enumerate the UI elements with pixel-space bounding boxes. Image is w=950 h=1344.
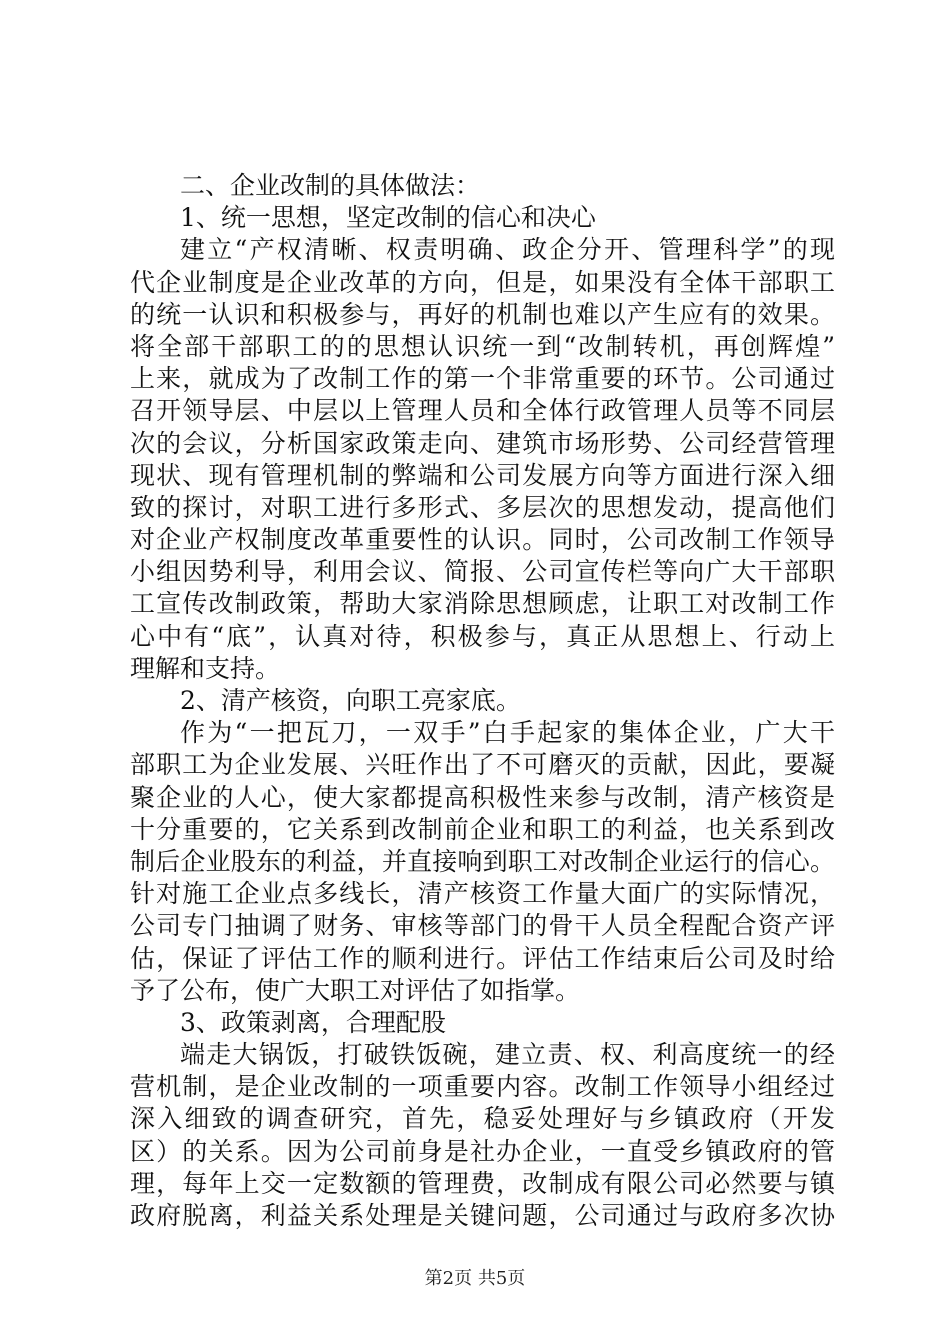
text-line: 的统一认识和积极参与，再好的机制也难以产生应有的效果。 — [130, 299, 835, 329]
page-number-label: 第2页 共5页 — [424, 1268, 526, 1289]
text-line: 对企业产权制度改革重要性的认识。同时，公司改制工作领导 — [130, 525, 835, 555]
text-line: 区）的关系。因为公司前身是社办企业，一直受乡镇政府的管 — [130, 1136, 835, 1166]
text-line: 工宣传改制政策，帮助大家消除思想顾虑，让职工对改制工作 — [130, 589, 835, 619]
text-line: 现状、现有管理机制的弊端和公司发展方向等方面进行深入细 — [130, 460, 835, 490]
text-line: 深入细致的调查研究，首先，稳妥处理好与乡镇政府（开发 — [130, 1104, 835, 1134]
text-line: 代企业制度是企业改革的方向，但是，如果没有全体干部职工 — [130, 267, 835, 297]
text-line: 召开领导层、中层以上管理人员和全体行政管理人员等不同层 — [130, 396, 835, 426]
text-line: 十分重要的，它关系到改制前企业和职工的利益，也关系到改 — [130, 814, 835, 844]
text-line: 3、政策剥离，合理配股 — [180, 1007, 446, 1037]
text-line: 小组因势利导，利用会议、简报、公司宣传栏等向广大干部职 — [130, 557, 835, 587]
text-line: 1、统一思想，坚定改制的信心和决心 — [180, 203, 596, 233]
text-line: 估，保证了评估工作的顺利进行。评估工作结束后公司及时给 — [130, 943, 835, 973]
text-line: 予了公布，使广大职工对评估了如指掌。 — [130, 975, 581, 1005]
text-line: 部职工为企业发展、兴旺作出了不可磨灭的贡献，因此，要凝 — [130, 750, 835, 780]
text-line: 理，每年上交一定数额的管理费，改制成有限公司必然要与镇 — [130, 1168, 835, 1198]
text-line: 建立“产权清晰、权责明确、政企分开、管理科学”的现 — [180, 235, 835, 265]
text-line: 针对施工企业点多线长，清产核资工作量大面广的实际情况， — [130, 879, 835, 909]
text-line: 上来，就成为了改制工作的第一个非常重要的环节。公司通过 — [130, 364, 835, 394]
document-body — [130, 170, 835, 1232]
text-line: 次的会议，分析国家政策走向、建筑市场形势、公司经营管理 — [130, 428, 835, 458]
page-footer — [0, 1268, 950, 1290]
text-line: 心中有“底”，认真对待，积极参与，真正从思想上、行动上 — [130, 621, 835, 651]
text-line: 政府脱离，利益关系处理是关键问题，公司通过与政府多次协 — [130, 1201, 835, 1230]
text-line: 将全部干部职工的的思想认识统一到“改制转机，再创辉煌” — [130, 331, 835, 361]
text-line: 作为“一把瓦刀，一双手”白手起家的集体企业，广大干 — [180, 718, 835, 748]
text-line: 2、清产核资，向职工亮家底。 — [180, 686, 521, 715]
text-line: 营机制，是企业改制的一项重要内容。改制工作领导小组经过 — [130, 1072, 835, 1102]
text-line: 二、企业改制的具体做法： — [180, 171, 481, 200]
text-line: 聚企业的人心，使大家都提高积极性来参与改制，清产核资是 — [130, 782, 835, 812]
text-line: 理解和支持。 — [130, 653, 281, 683]
text-line: 公司专门抽调了财务、审核等部门的骨干人员全程配合资产评 — [130, 911, 835, 941]
text-line: 致的探讨，对职工进行多形式、多层次的思想发动，提高他们 — [130, 492, 835, 522]
text-line: 端走大锅饭，打破铁饭碗，建立责、权、利高度统一的经 — [180, 1040, 835, 1070]
text-line: 制后企业股东的利益，并直接响到职工对改制企业运行的信心。 — [130, 846, 835, 876]
